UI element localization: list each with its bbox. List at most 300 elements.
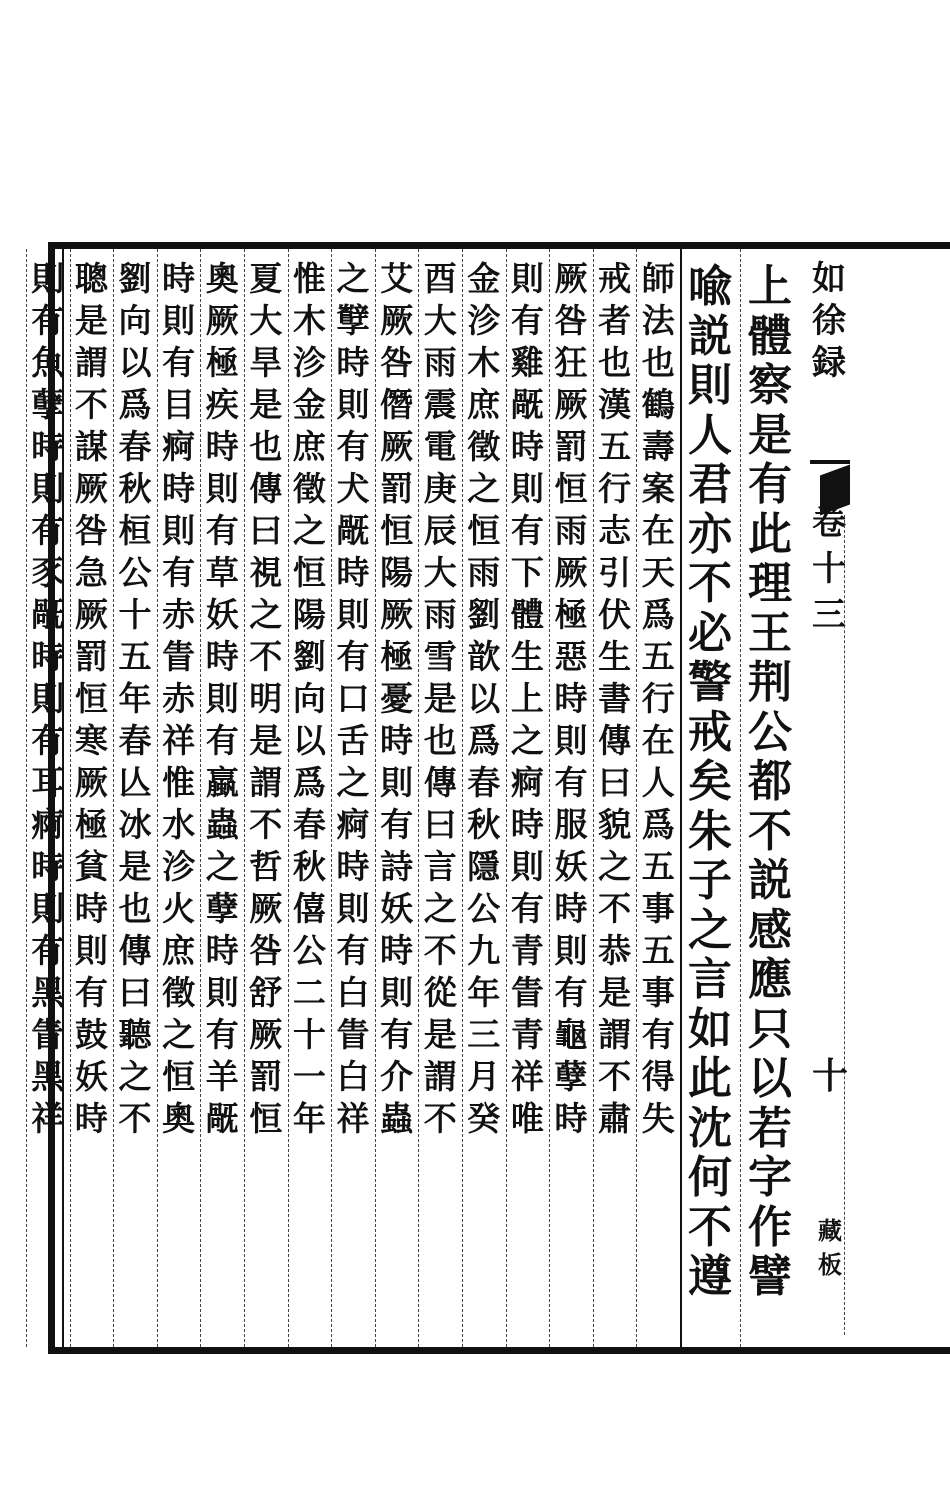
- text-char: 劉: [292, 637, 326, 676]
- text-char: 妖: [554, 847, 588, 886]
- column-rule: [593, 249, 594, 1347]
- text-char: 警: [688, 657, 732, 708]
- text-char: 師: [641, 259, 675, 298]
- text-char: 痾: [510, 763, 544, 802]
- text-char: 赤: [162, 679, 196, 718]
- text-char: 喩: [688, 261, 732, 312]
- text-char: 厥: [554, 259, 588, 298]
- text-char: 荆: [748, 657, 792, 708]
- text-char: 則: [31, 469, 65, 508]
- text-char: 惟: [292, 259, 326, 298]
- text-char: 不: [249, 805, 283, 844]
- fold-volume-number: [812, 500, 846, 638]
- text-char: 有: [336, 427, 370, 466]
- text-char: 貌: [598, 805, 632, 844]
- text-char: 行: [641, 679, 675, 718]
- text-char: 服: [554, 805, 588, 844]
- text-char: 是: [249, 721, 283, 760]
- text-char: 若: [748, 1102, 792, 1154]
- text-char: 則: [510, 259, 544, 298]
- text-char: 察: [748, 360, 792, 411]
- text-char: 龜: [554, 1015, 588, 1054]
- text-char: 恒: [162, 1057, 196, 1096]
- text-char: 聰: [74, 259, 108, 298]
- column-rule: [462, 249, 463, 1347]
- text-char: 不: [74, 385, 108, 424]
- text-char: 草: [205, 553, 239, 592]
- text-char: 奧: [205, 259, 239, 298]
- text-char: 月: [467, 1057, 501, 1096]
- text-char: 辰: [423, 511, 457, 550]
- text-char: 時: [380, 721, 414, 760]
- text-char: 有: [380, 1015, 414, 1054]
- text-char: 言: [423, 847, 457, 886]
- text-char: 痾: [162, 427, 196, 466]
- text-char: 惡: [554, 637, 588, 676]
- text-char: 恒: [467, 511, 501, 550]
- text-char: 有: [336, 931, 370, 970]
- text-char: 時: [336, 343, 370, 382]
- text-char: 説: [748, 855, 792, 906]
- text-char: 從: [423, 973, 457, 1012]
- text-char: 冰: [118, 805, 152, 844]
- text-char: 謂: [598, 1015, 632, 1054]
- text-char: 震: [423, 385, 457, 424]
- text-char: 戒: [688, 706, 732, 758]
- text-char: 言: [688, 954, 732, 1005]
- text-column: [377, 258, 417, 1140]
- text-char: 蠃: [205, 763, 239, 802]
- text-char: 木: [292, 301, 326, 340]
- text-column: [289, 258, 329, 1140]
- text-char: 君: [688, 459, 732, 510]
- text-char: 時: [31, 427, 65, 466]
- text-char: 必: [688, 607, 732, 659]
- text-char: 子: [688, 855, 732, 906]
- text-char: 厥: [380, 595, 414, 634]
- text-char: 爲: [641, 805, 675, 844]
- text-char: 夏: [249, 259, 283, 298]
- fold-volume-char: 卷: [812, 503, 846, 543]
- text-char: 何: [688, 1152, 732, 1203]
- text-char: 徵: [292, 469, 326, 508]
- column-rule: [200, 249, 201, 1347]
- fold-printer-char: 藏: [818, 1216, 842, 1245]
- text-char: 也: [423, 721, 457, 760]
- text-column: [159, 258, 199, 1140]
- column-rule: [740, 249, 741, 1347]
- text-char: 公: [292, 931, 326, 970]
- text-char: 厥: [554, 553, 588, 592]
- text-char: 白: [336, 1057, 370, 1096]
- text-char: 有: [336, 637, 370, 676]
- text-char: 謂: [423, 1057, 457, 1096]
- text-char: 痾: [336, 805, 370, 844]
- text-char: 在: [641, 511, 675, 550]
- text-char: 蟲: [205, 805, 239, 844]
- text-char: 則: [380, 763, 414, 802]
- text-char: 奧: [162, 1099, 196, 1138]
- text-char: 以: [748, 1053, 792, 1104]
- text-char: 志: [598, 511, 632, 550]
- text-char: 有: [31, 511, 65, 550]
- text-column: [333, 258, 373, 1140]
- text-char: 厥: [74, 595, 108, 634]
- text-char: 魚: [31, 343, 65, 382]
- text-char: 不: [748, 805, 792, 857]
- text-char: 有: [205, 511, 239, 550]
- center-fold-strip: [806, 249, 849, 1347]
- text-char: 青: [510, 1015, 544, 1054]
- text-char: 庚: [423, 469, 457, 508]
- text-char: 介: [380, 1057, 414, 1096]
- text-char: 痾: [31, 805, 65, 844]
- text-char: 時: [554, 1099, 588, 1138]
- text-char: 伏: [598, 595, 632, 634]
- text-column: [507, 258, 547, 1140]
- text-char: 旤: [510, 385, 544, 424]
- text-char: 旤: [205, 1099, 239, 1138]
- text-char: 旤: [336, 511, 370, 550]
- text-char: 雪: [423, 637, 457, 676]
- text-char: 行: [598, 469, 632, 508]
- column-rule: [157, 249, 158, 1347]
- text-char: 曰: [118, 973, 152, 1012]
- text-char: 五: [118, 637, 152, 676]
- text-char: 此: [748, 508, 792, 560]
- text-char: 口: [336, 679, 370, 718]
- text-char: 九: [467, 931, 501, 970]
- text-char: 鶴: [641, 385, 675, 424]
- column-rule: [113, 249, 114, 1347]
- text-char: 時: [205, 427, 239, 466]
- text-char: 有: [554, 973, 588, 1012]
- text-char: 時: [31, 847, 65, 886]
- text-char: 春: [292, 805, 326, 844]
- text-char: 十: [292, 1015, 326, 1054]
- text-char: 有: [31, 931, 65, 970]
- text-char: 之: [118, 1057, 152, 1096]
- text-char: 謀: [74, 427, 108, 466]
- text-char: 則: [554, 931, 588, 970]
- text-char: 在: [641, 721, 675, 760]
- text-char: 向: [292, 679, 326, 718]
- text-char: 雞: [510, 343, 544, 382]
- fold-title-char: 録: [812, 343, 846, 383]
- text-char: 不: [688, 1201, 732, 1253]
- text-char: 寒: [74, 721, 108, 760]
- fold-leaf-number: 十: [812, 1055, 849, 1097]
- text-char: 則: [74, 931, 108, 970]
- text-char: 罰: [380, 469, 414, 508]
- text-char: 事: [641, 889, 675, 928]
- column-rule: [680, 249, 682, 1347]
- text-char: 之: [423, 889, 457, 928]
- text-char: 沴: [467, 301, 501, 340]
- text-char: 有: [510, 301, 544, 340]
- text-char: 有: [554, 763, 588, 802]
- text-char: 不: [688, 558, 732, 609]
- text-char: 則: [31, 259, 65, 298]
- text-char: 不: [423, 1099, 457, 1138]
- text-char: 隱: [467, 847, 501, 886]
- column-rule: [331, 249, 332, 1347]
- text-char: 有: [641, 1015, 675, 1054]
- text-char: 不: [249, 637, 283, 676]
- fold-volume-char: 十: [812, 549, 846, 589]
- text-char: 恒: [292, 553, 326, 592]
- text-char: 王: [748, 607, 792, 659]
- text-column: [551, 258, 591, 1140]
- text-char: 眚: [31, 1015, 65, 1054]
- text-column: [115, 258, 155, 1140]
- text-char: 妖: [74, 1057, 108, 1096]
- column-rule: [549, 249, 550, 1347]
- text-char: 則: [162, 511, 196, 550]
- text-char: 則: [162, 301, 196, 340]
- text-char: 則: [510, 469, 544, 508]
- text-char: 春: [467, 763, 501, 802]
- text-column: [420, 258, 460, 1140]
- text-char: 大: [423, 553, 457, 592]
- text-char: 厥: [380, 301, 414, 340]
- text-char: 得: [641, 1057, 675, 1096]
- text-char: 劉: [118, 259, 152, 298]
- text-char: 時: [205, 931, 239, 970]
- text-char: 鼓: [74, 1015, 108, 1054]
- text-char: 耳: [31, 763, 65, 802]
- text-char: 下: [510, 553, 544, 592]
- text-char: 生: [598, 637, 632, 676]
- text-char: 恒: [74, 679, 108, 718]
- text-char: 作: [748, 1201, 792, 1253]
- text-char: 有: [162, 553, 196, 592]
- text-char: 狂: [554, 343, 588, 382]
- text-char: 有: [380, 805, 414, 844]
- text-char: 罰: [74, 637, 108, 676]
- text-char: 有: [74, 973, 108, 1012]
- text-char: 祥: [162, 721, 196, 760]
- text-char: 雨: [423, 595, 457, 634]
- text-char: 金: [292, 385, 326, 424]
- column-rule: [26, 249, 27, 1347]
- text-char: 年: [467, 973, 501, 1012]
- text-char: 字: [748, 1152, 792, 1203]
- text-char: 之: [336, 259, 370, 298]
- text-char: 不: [598, 1057, 632, 1096]
- text-char: 戒: [598, 259, 632, 298]
- fold-printer-mark: [815, 1214, 845, 1282]
- text-char: 舌: [336, 721, 370, 760]
- text-char: 雨: [423, 343, 457, 382]
- text-char: 庶: [467, 385, 501, 424]
- text-char: 祥: [336, 1099, 370, 1138]
- text-char: 曰: [423, 805, 457, 844]
- text-char: 疾: [205, 385, 239, 424]
- column-rule: [244, 249, 245, 1347]
- text-char: 陽: [380, 553, 414, 592]
- text-char: 謂: [249, 763, 283, 802]
- text-char: 庶: [162, 931, 196, 970]
- text-char: 水: [162, 805, 196, 844]
- fold-title-char: 如: [812, 259, 846, 299]
- text-char: 時: [74, 889, 108, 928]
- fold-rule: [844, 515, 845, 1335]
- column-rule: [506, 249, 507, 1347]
- text-char: 貧: [74, 847, 108, 886]
- text-char: 人: [641, 763, 675, 802]
- text-char: 公: [748, 706, 792, 758]
- text-char: 咎: [74, 511, 108, 550]
- text-char: 上: [510, 679, 544, 718]
- text-char: 秋: [467, 805, 501, 844]
- text-char: 矣: [688, 756, 732, 807]
- text-char: 恭: [598, 931, 632, 970]
- text-char: 是: [118, 847, 152, 886]
- text-char: 朱: [688, 805, 732, 857]
- text-column: [595, 258, 635, 1140]
- text-column: [71, 258, 111, 1140]
- text-char: 也: [598, 343, 632, 382]
- text-char: 之: [598, 847, 632, 886]
- text-char: 二: [292, 973, 326, 1012]
- text-char: 之: [292, 511, 326, 550]
- text-char: 則: [336, 385, 370, 424]
- text-char: 之: [205, 847, 239, 886]
- text-char: 法: [641, 301, 675, 340]
- text-char: 孽: [31, 385, 65, 424]
- text-char: 眚: [336, 1015, 370, 1054]
- text-char: 妖: [205, 595, 239, 634]
- text-char: 詩: [380, 847, 414, 886]
- text-char: 不: [598, 889, 632, 928]
- text-char: 青: [510, 931, 544, 970]
- text-char: 也: [249, 427, 283, 466]
- text-char: 亾: [118, 763, 152, 802]
- text-char: 春: [118, 721, 152, 760]
- text-char: 陽: [292, 595, 326, 634]
- text-char: 厥: [205, 301, 239, 340]
- text-char: 只: [748, 1003, 792, 1055]
- text-char: 庶: [292, 427, 326, 466]
- text-char: 有: [162, 343, 196, 382]
- text-char: 秋: [118, 469, 152, 508]
- text-char: 亦: [688, 508, 732, 560]
- text-char: 眚: [510, 973, 544, 1012]
- text-char: 時: [74, 1099, 108, 1138]
- text-char: 理: [748, 558, 792, 609]
- text-char: 則: [336, 595, 370, 634]
- text-char: 三: [467, 1015, 501, 1054]
- text-char: 羊: [205, 1057, 239, 1096]
- text-char: 傳: [249, 469, 283, 508]
- text-char: 咎: [554, 301, 588, 340]
- text-char: 則: [205, 469, 239, 508]
- text-char: 以: [118, 343, 152, 382]
- text-char: 有: [748, 459, 792, 510]
- text-char: 罰: [554, 427, 588, 466]
- text-char: 遵: [688, 1251, 732, 1302]
- text-char: 爲: [292, 763, 326, 802]
- text-char: 時: [31, 637, 65, 676]
- text-char: 之: [249, 595, 283, 634]
- text-char: 人: [688, 409, 732, 461]
- text-char: 之: [688, 904, 732, 956]
- text-char: 時: [554, 679, 588, 718]
- text-char: 之: [162, 1015, 196, 1054]
- text-char: 則: [31, 679, 65, 718]
- text-char: 漢: [598, 385, 632, 424]
- text-char: 孼: [336, 301, 370, 340]
- text-column: [28, 258, 68, 1140]
- text-char: 旱: [249, 343, 283, 382]
- text-char: 爲: [118, 385, 152, 424]
- text-char: 徵: [467, 427, 501, 466]
- text-char: 孽: [554, 1057, 588, 1096]
- text-char: 哲: [249, 847, 283, 886]
- text-char: 恒: [380, 511, 414, 550]
- text-char: 厥: [74, 469, 108, 508]
- text-char: 惟: [162, 763, 196, 802]
- text-char: 白: [336, 973, 370, 1012]
- text-char: 時: [162, 259, 196, 298]
- text-char: 沴: [162, 847, 196, 886]
- text-char: 則: [554, 721, 588, 760]
- text-char: 妖: [380, 889, 414, 928]
- text-char: 生: [510, 637, 544, 676]
- text-char: 雨: [554, 511, 588, 550]
- text-char: 不: [118, 1099, 152, 1138]
- text-char: 是: [423, 679, 457, 718]
- text-char: 也: [641, 343, 675, 382]
- text-char: 恒: [554, 469, 588, 508]
- text-char: 艾: [380, 259, 414, 298]
- text-char: 上: [748, 261, 792, 312]
- fold-book-title: [812, 258, 846, 384]
- text-char: 公: [467, 889, 501, 928]
- text-char: 傳: [598, 721, 632, 760]
- text-char: 電: [423, 427, 457, 466]
- text-char: 黑: [31, 973, 65, 1012]
- text-char: 則: [205, 679, 239, 718]
- text-char: 以: [292, 721, 326, 760]
- fold-title-char: 徐: [812, 301, 846, 341]
- text-char: 則: [688, 360, 732, 411]
- text-char: 黑: [31, 1057, 65, 1096]
- text-char: 十: [118, 595, 152, 634]
- text-char: 罰: [249, 1057, 283, 1096]
- text-char: 僭: [380, 385, 414, 424]
- text-char: 之: [510, 721, 544, 760]
- text-column: [464, 258, 504, 1140]
- text-char: 祥: [510, 1057, 544, 1096]
- text-char: 失: [641, 1099, 675, 1138]
- text-char: 木: [467, 343, 501, 382]
- text-char: 説: [688, 310, 732, 362]
- text-char: 是: [598, 973, 632, 1012]
- text-char: 咎: [380, 343, 414, 382]
- text-char: 酉: [423, 259, 457, 298]
- text-char: 孽: [205, 889, 239, 928]
- text-char: 咎: [249, 931, 283, 970]
- text-char: 桓: [118, 511, 152, 550]
- text-char: 極: [205, 343, 239, 382]
- text-char: 不: [423, 931, 457, 970]
- text-char: 祥: [31, 1099, 65, 1138]
- text-char: 之: [336, 763, 370, 802]
- text-char: 體: [510, 595, 544, 634]
- text-char: 是: [748, 409, 792, 461]
